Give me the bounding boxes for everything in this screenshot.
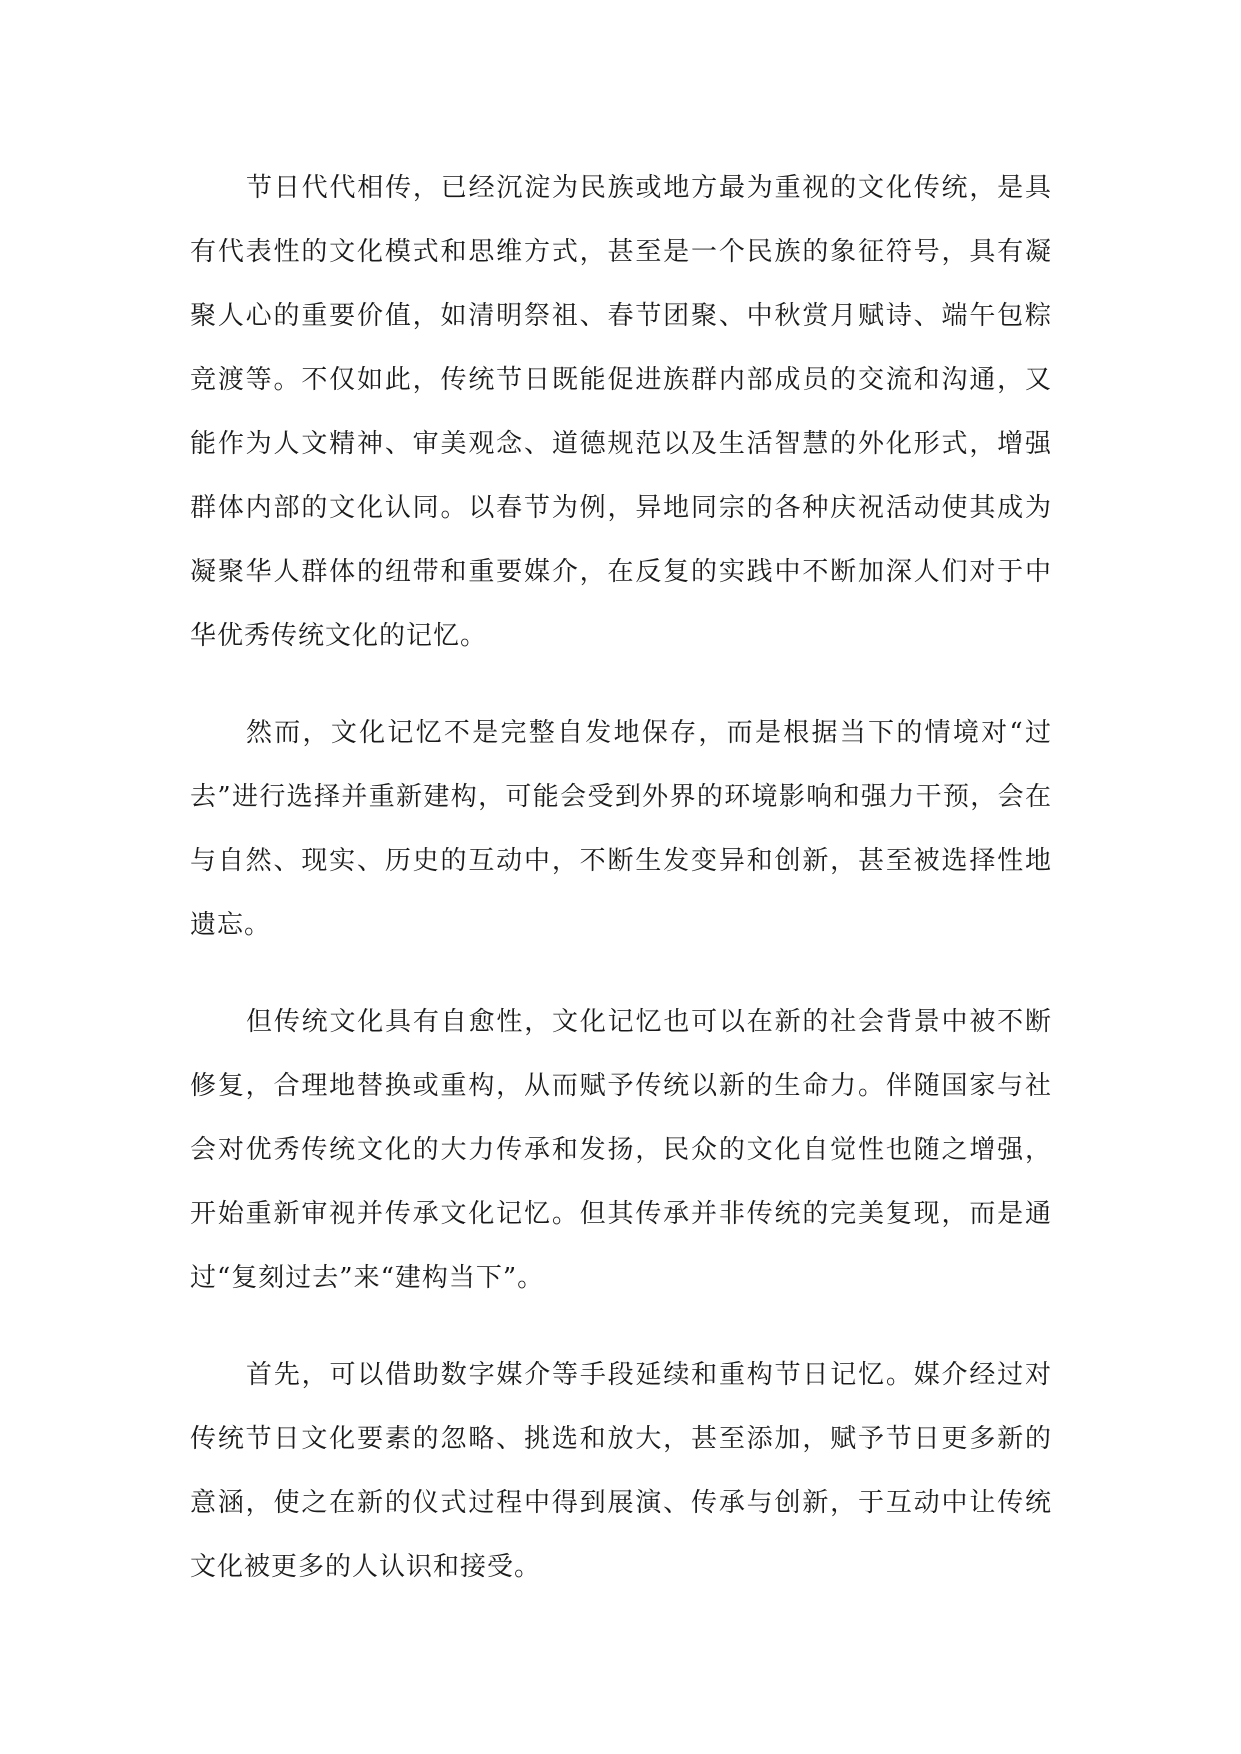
paragraph-festival-tradition: 节日代代相传，已经沉淀为民族或地方最为重视的文化传统，是具有代表性的文化模式和思维方式，甚至是一个民族的象征符号，具有凝聚人心的重要价值，如清明祭祖、春节团聚、中秋赏月赋诗、端午包粽竞渡等。不仅如此，传统节日既能促进族群内部成员的交流和沟通，又能作为人文精神、审美观念、道德规范以及生活智慧的外化形式，增强群体内部的文化认同。以春节为例，异地同宗的各种庆祝活动使其成为凝聚华人群体的纽带和重要媒介，在反复的实践中不断加深人们对于中华优秀传统文化的记忆。: [190, 173, 1052, 651]
paragraph-cultural-memory: 然而，文化记忆不是完整自发地保存，而是根据当下的情境对“过去”进行选择并重新建构，可能会受到外界的环境影响和强力干预，会在与自然、现实、历史的互动中，不断生发变异和创新，甚至被选择性地遗忘。: [190, 718, 1052, 940]
paragraph-self-healing: 但传统文化具有自愈性，文化记忆也可以在新的社会背景中被不断修复，合理地替换或重构，从而赋予传统以新的生命力。伴随国家与社会对优秀传统文化的大力传承和发扬，民众的文化自觉性也随之增强，开始重新审视并传承文化记忆。但其传承并非传统的完美复现，而是通过“复刻过去”来“建构当下”。: [190, 1007, 1052, 1293]
document-body: [190, 156, 1052, 1632]
paragraph-digital-media: 首先，可以借助数字媒介等手段延续和重构节日记忆。媒介经过对传统节日文化要素的忽略、挑选和放大，甚至添加，赋予节日更多新的意涵，使之在新的仪式过程中得到展演、传承与创新，于互动中让传统文化被更多的人认识和接受。: [190, 1360, 1052, 1582]
